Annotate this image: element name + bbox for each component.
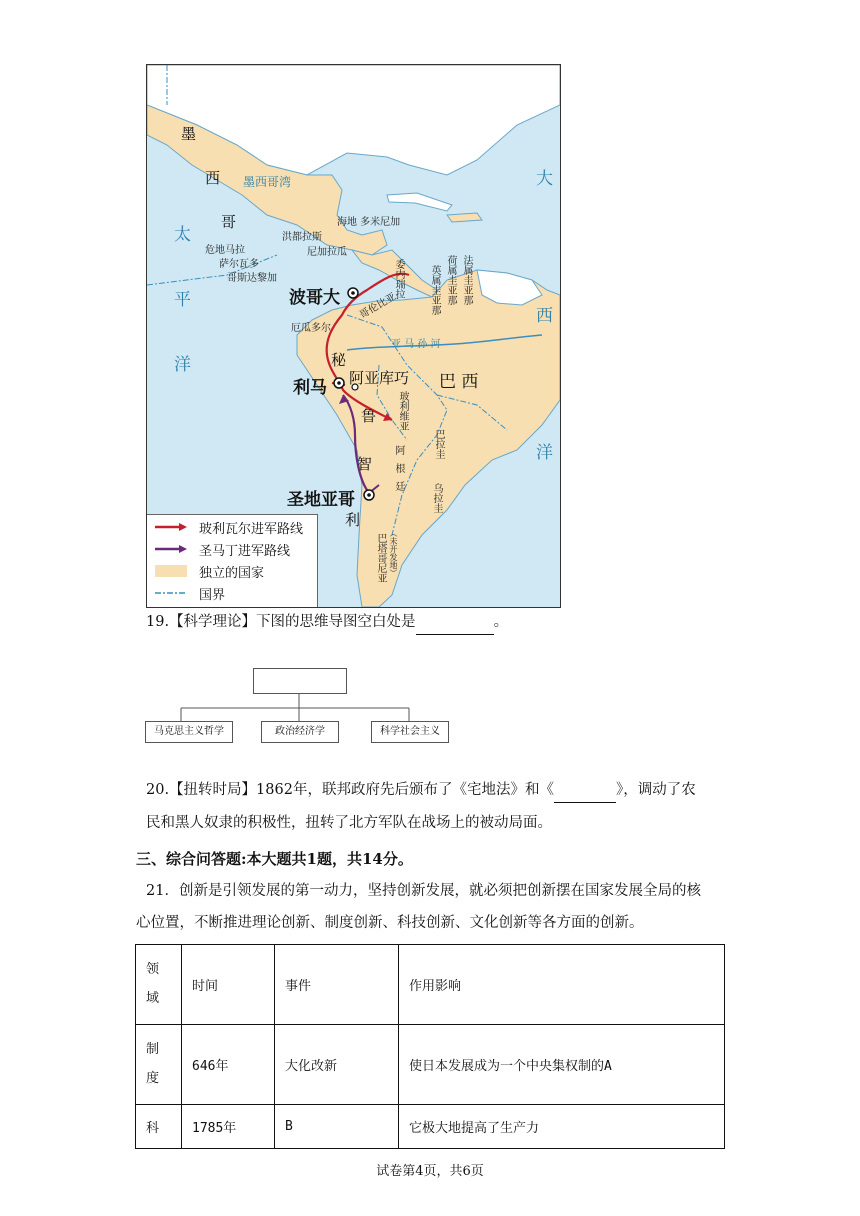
- table-cell: 使日本发展成为一个中央集权制的A: [399, 1025, 725, 1105]
- table-row: [136, 1105, 725, 1149]
- question-19: 19.【科学理论】下图的思维导图空白处是 。: [146, 612, 508, 635]
- label-nicaragua: 尼加拉瓜: [307, 247, 347, 258]
- city-ayacucho: 阿亚库巧: [349, 369, 410, 387]
- mind-map-child-2: 政治经济学: [261, 721, 339, 743]
- question-20-line-1: 20.【扭转时局】1862年，联邦政府先后颁布了《宅地法》和《 》，调动了农: [146, 780, 696, 803]
- label-amazon: 亚 马 孙 河: [391, 339, 441, 350]
- legend-independent: 独立的国家: [153, 561, 264, 581]
- innovation-table: [135, 944, 725, 1149]
- label-haiti-dominica: 海地 多米尼加: [337, 217, 401, 228]
- table-cell: 制度: [136, 1025, 182, 1105]
- label-bolivia: 玻利维亚: [397, 391, 408, 431]
- label-patagonia-note: （未开发地）: [389, 529, 398, 577]
- legend-bolivar: 玻利瓦尔进军路线: [153, 517, 303, 537]
- table-cell: 646年: [182, 1025, 275, 1105]
- city-lima: 利马: [293, 378, 327, 398]
- table-header-cell: 事件: [275, 945, 399, 1025]
- label-mexico-3: 哥: [221, 213, 237, 231]
- table-header-cell: 作用影响: [399, 945, 725, 1025]
- question-21-line-2: 心位置，不断推进理论创新、制度创新、科技创新、文化创新等各方面的创新。: [136, 915, 644, 931]
- table-cell: B: [275, 1105, 399, 1149]
- page-footer: 试卷第4页，共6页: [376, 1164, 484, 1179]
- label-paraguay: 巴拉圭: [433, 429, 444, 459]
- map-legend: [147, 514, 318, 607]
- label-french-guiana: 法属圭亚那: [461, 255, 472, 305]
- label-el-salvador: 萨尔瓦多: [219, 259, 259, 270]
- label-patagonia: 巴塔哥尼亚: [375, 533, 386, 583]
- label-british-guiana: 英属圭亚那: [429, 265, 440, 315]
- legend-border: 国界: [199, 587, 226, 603]
- label-peru-1: 秘: [331, 351, 347, 369]
- label-chile-1: 智: [357, 455, 373, 473]
- table-row: [136, 1025, 725, 1105]
- question-21-line-1: 21．创新是引领发展的第一动力，坚持创新发展，就必须把创新摆在国家发展全局的核: [146, 883, 701, 899]
- table-header-cell: 时间: [182, 945, 275, 1025]
- label-argentina: 阿根廷: [393, 445, 404, 499]
- section-3-heading: 三、综合问答题:本大题共1题，共14分。: [136, 850, 413, 868]
- table-cell: 它极大地提高了生产力: [399, 1105, 725, 1149]
- label-venezuela: 委内瑞拉: [393, 259, 404, 299]
- gulf-label: 墨西哥湾: [243, 175, 292, 189]
- pacific-ocean-label: 太平洋: [170, 225, 190, 420]
- mind-map: [145, 668, 450, 748]
- mind-map-child-1: 马克思主义哲学: [145, 721, 233, 743]
- label-honduras: 洪都拉斯: [282, 232, 322, 243]
- atlantic-ocean-label: 大西洋: [532, 169, 552, 580]
- table-cell: 大化改新: [275, 1025, 399, 1105]
- label-colombia: 哥伦比亚: [357, 291, 399, 321]
- question-20-line-2: 民和黑人奴隶的积极性，扭转了北方军队在战场上的被动局面。: [146, 815, 552, 831]
- label-guatemala: 危地马拉: [205, 245, 245, 256]
- table-header-row: [136, 945, 725, 1025]
- label-chile-2: 利: [345, 511, 361, 529]
- label-uruguay: 乌拉圭: [431, 483, 442, 513]
- table-header-cell: 领域: [136, 945, 182, 1025]
- label-mexico-2: 西: [205, 169, 221, 187]
- label-ecuador: 厄瓜多尔: [291, 323, 331, 334]
- city-santiago: 圣地亚哥: [287, 490, 355, 510]
- label-brazil: 巴 西: [439, 372, 479, 392]
- answer-blank-19[interactable]: [416, 612, 494, 635]
- label-dutch-guiana: 荷属圭亚那: [445, 255, 456, 305]
- legend-san-martin: 圣马丁进军路线: [153, 539, 290, 559]
- table-cell: 科: [136, 1105, 182, 1149]
- label-peru-2: 鲁: [361, 407, 377, 425]
- mind-map-child-3: 科学社会主义: [371, 721, 449, 743]
- label-mexico-1: 墨: [181, 125, 197, 143]
- city-bogota: 波哥大: [289, 288, 340, 308]
- label-costa-rica: 哥斯达黎加: [227, 273, 277, 284]
- independence-map: [146, 64, 561, 608]
- answer-blank-20[interactable]: [554, 780, 616, 803]
- table-cell: 1785年: [182, 1105, 275, 1149]
